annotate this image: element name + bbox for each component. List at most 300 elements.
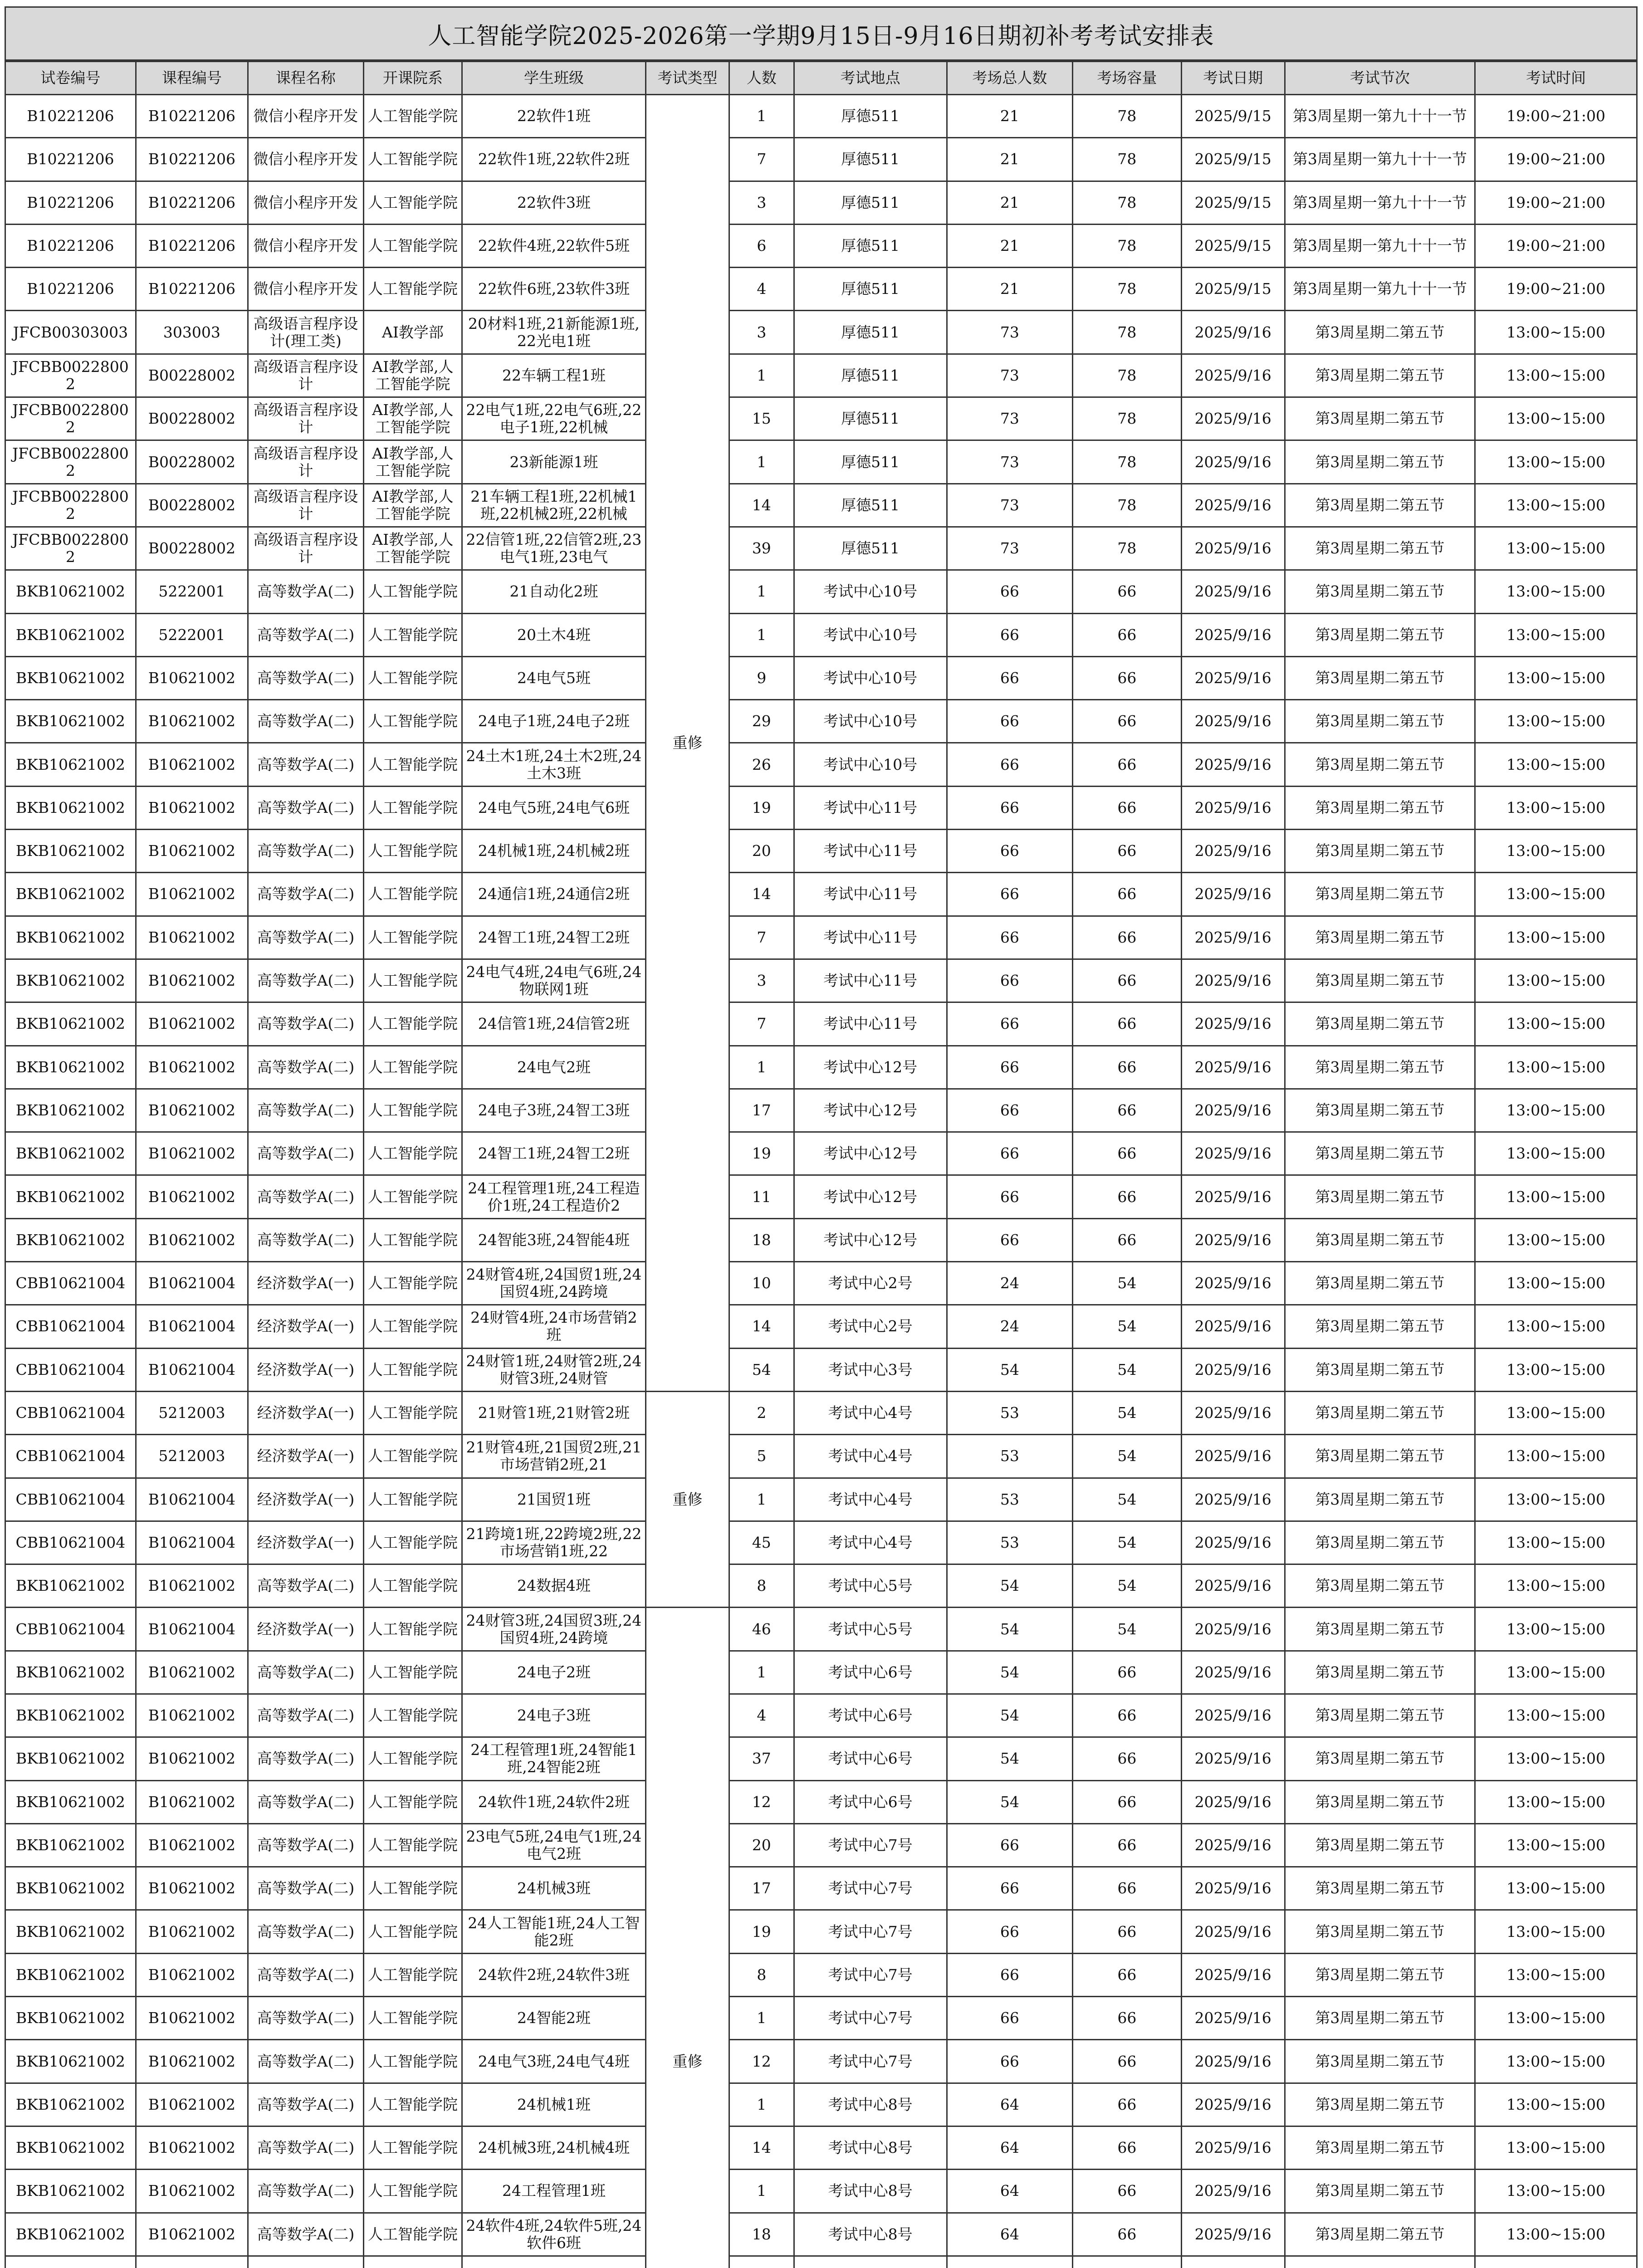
cell-student-classes — [462, 1218, 646, 1261]
cell-text: 人工智能学院 — [367, 151, 458, 168]
cell-text: 2025/9/16 — [1194, 1015, 1271, 1033]
cell-course-name — [248, 1175, 364, 1218]
cell-paper-id — [5, 743, 136, 786]
cell-text: 54 — [1117, 1491, 1137, 1508]
cell-text: 第3周星期二第五节 — [1315, 929, 1445, 946]
cell-text: 13:00~15:00 — [1506, 2182, 1606, 2200]
cell-text: 高等数学A(二) — [257, 1880, 355, 1897]
cell-student-classes — [462, 311, 646, 354]
cell-text: 66 — [1000, 1101, 1019, 1119]
cell-course-code — [136, 440, 248, 484]
cell-course-name — [248, 873, 364, 916]
table-row — [5, 743, 1637, 786]
cell-text: 2025/9/16 — [1194, 1231, 1271, 1249]
cell-paper-id — [5, 181, 136, 224]
cell-text: B10621004 — [148, 1318, 235, 1335]
cell-exam-location — [794, 1132, 947, 1175]
cell-text: B10621004 — [148, 1361, 235, 1378]
cell-course-name — [248, 1953, 364, 1996]
cell-text: 考试中心7号 — [828, 2053, 913, 2070]
cell-room-total — [947, 1348, 1072, 1391]
cell-text: 24软件4班,24软件5班,24软件6班 — [466, 2217, 642, 2252]
table-row — [5, 1823, 1637, 1867]
cell-text: 66 — [1000, 756, 1019, 773]
cell-student-count — [729, 873, 794, 916]
cell-room-capacity — [1072, 959, 1181, 1002]
cell-student-classes — [462, 830, 646, 873]
cell-course-name — [248, 1737, 364, 1780]
cell-text: 13:00~15:00 — [1506, 1966, 1606, 1984]
cell-text: 人工智能学院 — [367, 713, 458, 730]
cell-student-count — [729, 1175, 794, 1218]
cell-department — [363, 1175, 462, 1218]
cell-text: 45 — [752, 1534, 771, 1551]
cell-text: 54 — [1117, 1275, 1137, 1292]
cell-room-capacity — [1072, 268, 1181, 311]
cell-text: 7 — [757, 929, 767, 946]
cell-exam-date — [1181, 1218, 1285, 1261]
cell-text: 第3周星期二第五节 — [1315, 1663, 1445, 1681]
cell-course-code — [136, 484, 248, 527]
cell-text: 高等数学A(二) — [257, 2053, 355, 2070]
cell-text: 厚德511 — [841, 280, 900, 298]
cell-text: BKB10621002 — [15, 2225, 125, 2243]
cell-room-capacity — [1072, 2083, 1181, 2126]
cell-student-classes — [462, 656, 646, 699]
cell-exam-period — [1285, 1305, 1475, 1348]
cell-text: B10621002 — [148, 1231, 235, 1249]
cell-text: B10621002 — [148, 1837, 235, 1854]
cell-exam-time — [1475, 1478, 1637, 1521]
cell-text: 66 — [1117, 842, 1137, 860]
cell-exam-date — [1181, 1089, 1285, 1132]
cell-department — [363, 1823, 462, 1867]
table-row — [5, 700, 1637, 743]
column-header-student-count: 人数 — [729, 62, 794, 95]
cell-text: BKB10621002 — [15, 972, 125, 990]
cell-paper-id — [5, 613, 136, 656]
cell-exam-period — [1285, 527, 1475, 570]
cell-room-total — [947, 830, 1072, 873]
cell-department — [363, 2126, 462, 2169]
cell-exam-time — [1475, 916, 1637, 959]
cell-room-capacity — [1072, 1089, 1181, 1132]
cell-text: 66 — [1117, 1750, 1137, 1768]
cell-course-name — [248, 1002, 364, 1046]
cell-text: 13:00~15:00 — [1506, 583, 1606, 601]
cell-text: AI教学部,人工智能学院 — [372, 445, 454, 479]
cell-course-code — [136, 1564, 248, 1608]
cell-text: 24电子3班,24智工3班 — [478, 1101, 630, 1119]
table-row — [5, 1218, 1637, 1261]
cell-text: 22软件4班,22软件5班 — [478, 237, 630, 255]
cell-text: 第3周星期二第五节 — [1315, 972, 1445, 990]
cell-text: 考试中心7号 — [828, 1923, 913, 1941]
cell-exam-period — [1285, 1997, 1475, 2040]
column-header-exam-period: 考试节次 — [1285, 62, 1475, 95]
cell-text: 54 — [1000, 1577, 1019, 1595]
cell-text: 13:00~15:00 — [1506, 1361, 1606, 1378]
cell-text: 54 — [1117, 1577, 1137, 1595]
cell-text: 18 — [752, 2225, 771, 2243]
cell-text: 厚德511 — [841, 496, 900, 514]
cell-exam-time — [1475, 527, 1637, 570]
cell-text: BKB10621002 — [15, 1707, 125, 1725]
cell-paper-id — [5, 1564, 136, 1608]
cell-course-code — [136, 268, 248, 311]
cell-room-capacity — [1072, 1910, 1181, 1953]
cell-text: 13:00~15:00 — [1506, 1793, 1606, 1811]
cell-text: 高等数学A(二) — [257, 1577, 355, 1595]
cell-exam-period — [1285, 311, 1475, 354]
cell-text: 经济数学A(一) — [257, 1275, 355, 1292]
cell-text: B10621002 — [148, 1145, 235, 1163]
cell-room-total — [947, 786, 1072, 829]
cell-exam-period — [1285, 1175, 1475, 1218]
cell-text: 78 — [1117, 280, 1137, 298]
column-header-room-total: 考场总人数 — [947, 62, 1072, 95]
cell-room-capacity — [1072, 1608, 1181, 1651]
cell-room-capacity — [1072, 1435, 1181, 1478]
cell-text: 13:00~15:00 — [1506, 2009, 1606, 2027]
cell-department — [363, 1391, 462, 1434]
cell-text: 第3周星期二第五节 — [1315, 1707, 1445, 1725]
cell-text: CBB10621004 — [15, 1404, 126, 1422]
cell-text: 66 — [1000, 713, 1019, 730]
cell-course-name — [248, 1780, 364, 1823]
cell-text: BKB10621002 — [15, 1101, 125, 1119]
cell-text: 20材料1班,21新能源1班,22光电1班 — [468, 315, 640, 350]
cell-paper-id — [5, 1089, 136, 1132]
cell-text: 13:00~15:00 — [1506, 2225, 1606, 2243]
cell-text: 66 — [1117, 929, 1137, 946]
cell-student-classes — [462, 2040, 646, 2083]
cell-paper-id — [5, 311, 136, 354]
table-row — [5, 1953, 1637, 1996]
cell-course-code — [136, 1694, 248, 1737]
cell-room-capacity — [1072, 613, 1181, 656]
cell-student-count — [729, 2213, 794, 2256]
cell-text: 2025/9/16 — [1194, 1966, 1271, 1984]
cell-text: BKB10621002 — [15, 1058, 125, 1076]
cell-student-count — [729, 1262, 794, 1305]
cell-exam-location — [794, 1478, 947, 1521]
cell-room-capacity — [1072, 1867, 1181, 1910]
cell-department — [363, 1997, 462, 2040]
cell-room-total — [947, 1651, 1072, 1694]
cell-text: 第3周星期一第九十十一节 — [1292, 108, 1467, 125]
cell-text: 高等数学A(二) — [257, 713, 355, 730]
cell-course-code — [136, 613, 248, 656]
cell-text: B10221206 — [27, 194, 114, 211]
cell-text: 高级语言程序设计 — [253, 445, 358, 479]
cell-text: 13:00~15:00 — [1506, 2139, 1606, 2157]
cell-text: 厚德511 — [841, 367, 900, 384]
cell-text: B10621002 — [148, 885, 235, 903]
cell-text: 高等数学A(二) — [257, 929, 355, 946]
table-row — [5, 1867, 1637, 1910]
cell-exam-period — [1285, 2170, 1475, 2213]
cell-course-code — [136, 224, 248, 267]
cell-text: 第3周星期二第五节 — [1315, 1404, 1445, 1422]
column-header-student-classes: 学生班级 — [462, 62, 646, 95]
cell-exam-location — [794, 786, 947, 829]
cell-course-code — [136, 1953, 248, 1996]
cell-room-capacity — [1072, 1262, 1181, 1305]
cell-text: JFCBB00228002 — [12, 488, 129, 523]
cell-text: 54 — [1117, 1447, 1137, 1465]
cell-text: 22软件1班 — [517, 108, 591, 125]
cell-text: B10621002 — [148, 670, 235, 687]
cell-exam-location — [794, 2040, 947, 2083]
cell-text: 2025/9/16 — [1194, 2182, 1271, 2200]
cell-text: 高级语言程序设计 — [253, 531, 358, 566]
cell-exam-date — [1181, 1608, 1285, 1651]
cell-text: 考试中心12号 — [823, 1101, 918, 1119]
cell-text: 66 — [1117, 1101, 1137, 1119]
cell-student-count — [729, 2040, 794, 2083]
cell-course-code — [136, 830, 248, 873]
cell-exam-date — [1181, 743, 1285, 786]
cell-exam-time — [1475, 1391, 1637, 1434]
cell-text: 第3周星期二第五节 — [1315, 2096, 1445, 2113]
cell-paper-id — [5, 830, 136, 873]
cell-text: 66 — [1000, 972, 1019, 990]
cell-department — [363, 138, 462, 181]
cell-text: 78 — [1117, 496, 1137, 514]
cell-exam-period — [1285, 1132, 1475, 1175]
cell-student-classes — [462, 1737, 646, 1780]
cell-text: 23新能源1班 — [509, 453, 598, 471]
cell-text: 第3周星期二第五节 — [1315, 1620, 1445, 1638]
cell-text: BKB10621002 — [15, 929, 125, 946]
cell-text: 66 — [1117, 713, 1137, 730]
cell-text: 2025/9/16 — [1194, 1923, 1271, 1941]
cell-text: BKB10621002 — [15, 1793, 125, 1811]
cell-course-code — [136, 873, 248, 916]
cell-exam-date — [1181, 1002, 1285, 1046]
cell-paper-id — [5, 1651, 136, 1694]
cell-exam-time — [1475, 1997, 1637, 2040]
cell-text: 人工智能学院 — [367, 2139, 458, 2157]
cell-text: 考试中心6号 — [828, 1663, 913, 1681]
cell-room-capacity — [1072, 354, 1181, 397]
cell-text: 66 — [1117, 1880, 1137, 1897]
cell-text: 24电气5班 — [517, 670, 591, 687]
cell-text: 53 — [1000, 1404, 1019, 1422]
cell-room-capacity — [1072, 830, 1181, 873]
cell-text: 13:00~15:00 — [1506, 1145, 1606, 1163]
cell-exam-location — [794, 354, 947, 397]
cell-text: AI教学部,人工智能学院 — [372, 358, 454, 393]
cell-text: 2025/9/16 — [1194, 2053, 1271, 2070]
cell-text: BKB10621002 — [15, 2139, 125, 2157]
cell-exam-period — [1285, 2083, 1475, 2126]
cell-exam-location — [794, 1262, 947, 1305]
cell-room-total — [947, 138, 1072, 181]
cell-text: 78 — [1117, 108, 1137, 125]
cell-text: 20 — [752, 842, 771, 860]
cell-text: 53 — [1000, 1447, 1019, 1465]
cell-exam-location — [794, 1089, 947, 1132]
cell-text: 人工智能学院 — [367, 1188, 458, 1206]
cell-course-name — [248, 1046, 364, 1089]
cell-exam-time — [1475, 786, 1637, 829]
cell-department — [363, 959, 462, 1002]
cell-text: 78 — [1117, 237, 1137, 255]
cell-room-capacity — [1072, 1391, 1181, 1434]
cell-text: 66 — [1000, 1188, 1019, 1206]
cell-text: 第3周星期二第五节 — [1315, 453, 1445, 471]
cell-text: 21 — [1000, 151, 1019, 168]
cell-room-total — [947, 1953, 1072, 1996]
cell-text: 22电气1班,22电气6班,22电子1班,22机械 — [466, 401, 642, 436]
cell-text: 第3周星期二第五节 — [1315, 583, 1445, 601]
cell-department — [363, 268, 462, 311]
cell-exam-date — [1181, 830, 1285, 873]
cell-student-classes — [462, 1132, 646, 1175]
cell-exam-date — [1181, 2213, 1285, 2256]
column-header-exam-location: 考试地点 — [794, 62, 947, 95]
cell-text: 9 — [757, 670, 767, 687]
column-header-course-code: 课程编号 — [136, 62, 248, 95]
cell-text: 39 — [752, 540, 771, 557]
cell-student-count — [729, 1132, 794, 1175]
cell-text: 13:00~15:00 — [1506, 540, 1606, 557]
cell-exam-period — [1285, 1823, 1475, 1867]
cell-text: 第3周星期二第五节 — [1315, 842, 1445, 860]
cell-exam-period — [1285, 224, 1475, 267]
cell-paper-id — [5, 786, 136, 829]
cell-exam-period — [1285, 1564, 1475, 1608]
cell-exam-period — [1285, 354, 1475, 397]
cell-course-name — [248, 1348, 364, 1391]
cell-text: 第3周星期二第五节 — [1315, 1923, 1445, 1941]
cell-exam-date — [1181, 1953, 1285, 1996]
cell-department — [363, 1521, 462, 1564]
cell-course-name — [248, 1391, 364, 1434]
cell-text: 第3周星期一第九十十一节 — [1292, 194, 1467, 211]
cell-text: AI教学部 — [382, 323, 444, 341]
cell-text: 高等数学A(二) — [257, 583, 355, 601]
cell-department — [363, 916, 462, 959]
cell-room-capacity — [1072, 138, 1181, 181]
cell-text: 2025/9/16 — [1194, 756, 1271, 773]
cell-student-count — [729, 224, 794, 267]
cell-text: 经济数学A(一) — [257, 1491, 355, 1508]
cell-text: 24电子1班,24电子2班 — [478, 713, 630, 730]
cell-paper-id — [5, 959, 136, 1002]
cell-text: 64 — [1000, 2225, 1019, 2243]
cell-room-capacity — [1072, 1132, 1181, 1175]
cell-text: 2025/9/16 — [1194, 626, 1271, 644]
exam-schedule-table — [5, 61, 1638, 2268]
cell-student-classes — [462, 2083, 646, 2126]
cell-exam-date — [1181, 1737, 1285, 1780]
cell-text: 考试中心2号 — [828, 1275, 913, 1292]
cell-text: 13:00~15:00 — [1506, 1275, 1606, 1292]
cell-course-code — [136, 743, 248, 786]
cell-exam-time — [1475, 1089, 1637, 1132]
cell-exam-location — [794, 1953, 947, 1996]
cell-student-classes — [462, 1175, 646, 1218]
cell-text: BKB10621002 — [15, 1145, 125, 1163]
cell-text: B10621002 — [148, 1880, 235, 1897]
cell-text: 14 — [752, 496, 771, 514]
cell-text: 24财管4班,24市场营销2班 — [470, 1309, 637, 1344]
cell-text: BKB10621002 — [15, 1750, 125, 1768]
cell-text: 2025/9/16 — [1194, 1620, 1271, 1638]
table-row — [5, 484, 1637, 527]
cell-text: 14 — [752, 2139, 771, 2157]
cell-text: 2025/9/16 — [1194, 540, 1271, 557]
cell-exam-date — [1181, 1694, 1285, 1737]
column-header-department: 开课院系 — [363, 62, 462, 95]
cell-text: 人工智能学院 — [367, 1577, 458, 1595]
cell-text: 73 — [1000, 410, 1019, 428]
cell-room-total — [947, 1823, 1072, 1867]
cell-room-capacity — [1072, 1997, 1181, 2040]
cell-text: CBB10621004 — [15, 1534, 126, 1551]
cell-text: 23电气5班,24电气1班,24电气2班 — [466, 1828, 642, 1863]
cell-text: 18 — [752, 1231, 771, 1249]
cell-room-total — [947, 959, 1072, 1002]
cell-student-count — [729, 1867, 794, 1910]
cell-room-capacity — [1072, 1521, 1181, 1564]
cell-room-capacity — [1072, 224, 1181, 267]
cell-room-total — [947, 613, 1072, 656]
cell-course-name — [248, 311, 364, 354]
cell-text: 厚德511 — [841, 453, 900, 471]
cell-exam-period — [1285, 570, 1475, 613]
cell-exam-date — [1181, 268, 1285, 311]
cell-student-count — [729, 786, 794, 829]
cell-text: 考试中心10号 — [823, 626, 918, 644]
cell-text: 54 — [1000, 1361, 1019, 1378]
cell-exam-location — [794, 2170, 947, 2213]
table-row — [5, 1305, 1637, 1348]
cell-department — [363, 1608, 462, 1651]
cell-text: 第3周星期二第五节 — [1315, 1231, 1445, 1249]
cell-text: 第3周星期二第五节 — [1315, 2139, 1445, 2157]
cell-exam-period — [1285, 484, 1475, 527]
cell-text: 24财管4班,24国贸1班,24国贸4班,24跨境 — [466, 1266, 642, 1301]
cell-text: 考试中心6号 — [828, 1750, 913, 1768]
cell-course-code — [136, 2126, 248, 2169]
cell-text: 13:00~15:00 — [1506, 453, 1606, 471]
cell-student-count — [729, 181, 794, 224]
cell-text: 2025/9/16 — [1194, 1577, 1271, 1595]
cell-student-count — [729, 656, 794, 699]
cell-text: 人工智能学院 — [367, 1750, 458, 1768]
cell-text: 高等数学A(二) — [257, 2139, 355, 2157]
cell-student-classes — [462, 484, 646, 527]
cell-text: B10621002 — [148, 1750, 235, 1768]
cell-text: 66 — [1000, 929, 1019, 946]
cell-text: B10221206 — [148, 194, 235, 211]
cell-text: 66 — [1117, 1015, 1137, 1033]
cell-text: 24电子2班 — [517, 1663, 591, 1681]
cell-text: 24工程管理1班,24智能1班,24智能2班 — [470, 1741, 637, 1776]
cell-text: 66 — [1000, 1837, 1019, 1854]
column-header-exam-type: 考试类型 — [645, 62, 729, 95]
cell-text: 人工智能学院 — [367, 1663, 458, 1681]
cell-paper-id — [5, 440, 136, 484]
cell-student-count — [729, 95, 794, 138]
cell-student-classes — [462, 1608, 646, 1651]
cell-text: 2025/9/16 — [1194, 1837, 1271, 1854]
cell-text: 经济数学A(一) — [257, 1318, 355, 1335]
